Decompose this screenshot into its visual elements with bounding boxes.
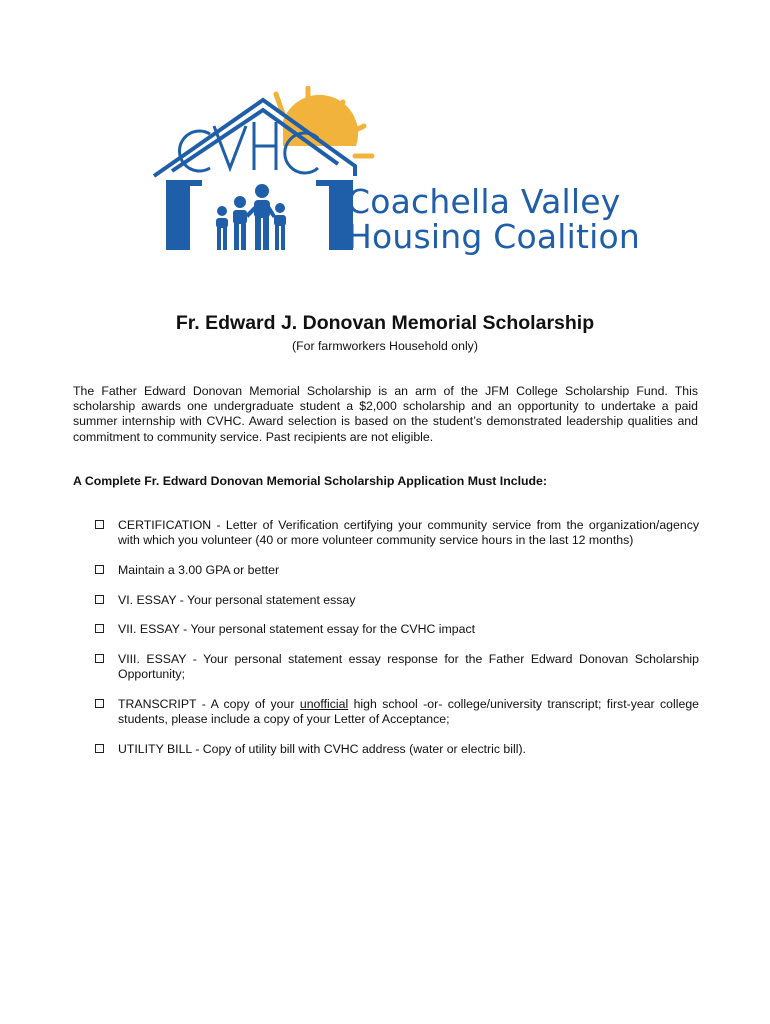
checkbox-icon[interactable] xyxy=(95,744,104,753)
checkbox-icon[interactable] xyxy=(95,595,104,604)
checkbox-icon[interactable] xyxy=(95,654,104,663)
organization-name xyxy=(347,184,640,254)
organization-name-line1: Coachella Valley xyxy=(347,182,621,221)
checkbox-icon[interactable] xyxy=(95,699,104,708)
requirement-text xyxy=(118,697,699,727)
document-title: Fr. Edward J. Donovan Memorial Scholarship xyxy=(175,312,595,334)
requirement-essay-vii xyxy=(95,622,699,637)
organization-name-line2: Housing Coalition xyxy=(347,217,641,256)
checkbox-icon[interactable] xyxy=(95,565,104,574)
requirement-utility-bill xyxy=(95,742,699,757)
requirement-text: Maintain a 3.00 GPA or better xyxy=(118,563,280,577)
requirement-certification xyxy=(95,518,699,548)
requirement-gpa xyxy=(95,563,699,578)
family-icon xyxy=(216,184,286,250)
requirement-text: VI. ESSAY - Your personal statement essay xyxy=(118,593,356,607)
intro-paragraph: The Father Edward Donovan Memorial Scholarship is an arm of the JFM College Scholarship Fund. This scholarship awards one undergraduate student a $2,000 scholarship and an opportunity to undertake a paid summer internship with CVHC. Award selection is based on the student’s demonstrated leadership qualities and commitment to community service. Past recipients are not eligible. xyxy=(73,384,698,444)
requirement-text: VIII. ESSAY - Your personal statement essay response for the Father Edward Donovan Scholarship Opportunity; xyxy=(118,652,699,682)
requirement-essay-viii xyxy=(95,652,699,682)
document-subtitle: (For farmworkers Household only) xyxy=(292,339,478,353)
requirement-text: VII. ESSAY - Your personal statement essay for the CVHC impact xyxy=(118,622,476,636)
requirement-transcript xyxy=(95,697,699,727)
requirement-text-part: high school -or- college/university transcript; first-year college students, please include a copy of your Letter of Acceptance; xyxy=(118,697,700,727)
checkbox-icon[interactable] xyxy=(95,520,104,529)
requirements-heading: A Complete Fr. Edward Donovan Memorial Scholarship Application Must Include: xyxy=(73,474,547,488)
requirement-text-part: TRANSCRIPT - A copy of your xyxy=(118,697,300,711)
requirement-text: CERTIFICATION - Letter of Verification certifying your community service from the organization/agency with which you volunteer (40 or more volunteer community service hours in the last 12 months) xyxy=(118,518,699,548)
requirement-text: UTILITY BILL - Copy of utility bill with CVHC address (water or electric bill). xyxy=(118,742,526,756)
checkbox-icon[interactable] xyxy=(95,624,104,633)
requirement-essay-vi xyxy=(95,593,699,608)
unofficial-emphasis: unofficial xyxy=(299,697,349,711)
